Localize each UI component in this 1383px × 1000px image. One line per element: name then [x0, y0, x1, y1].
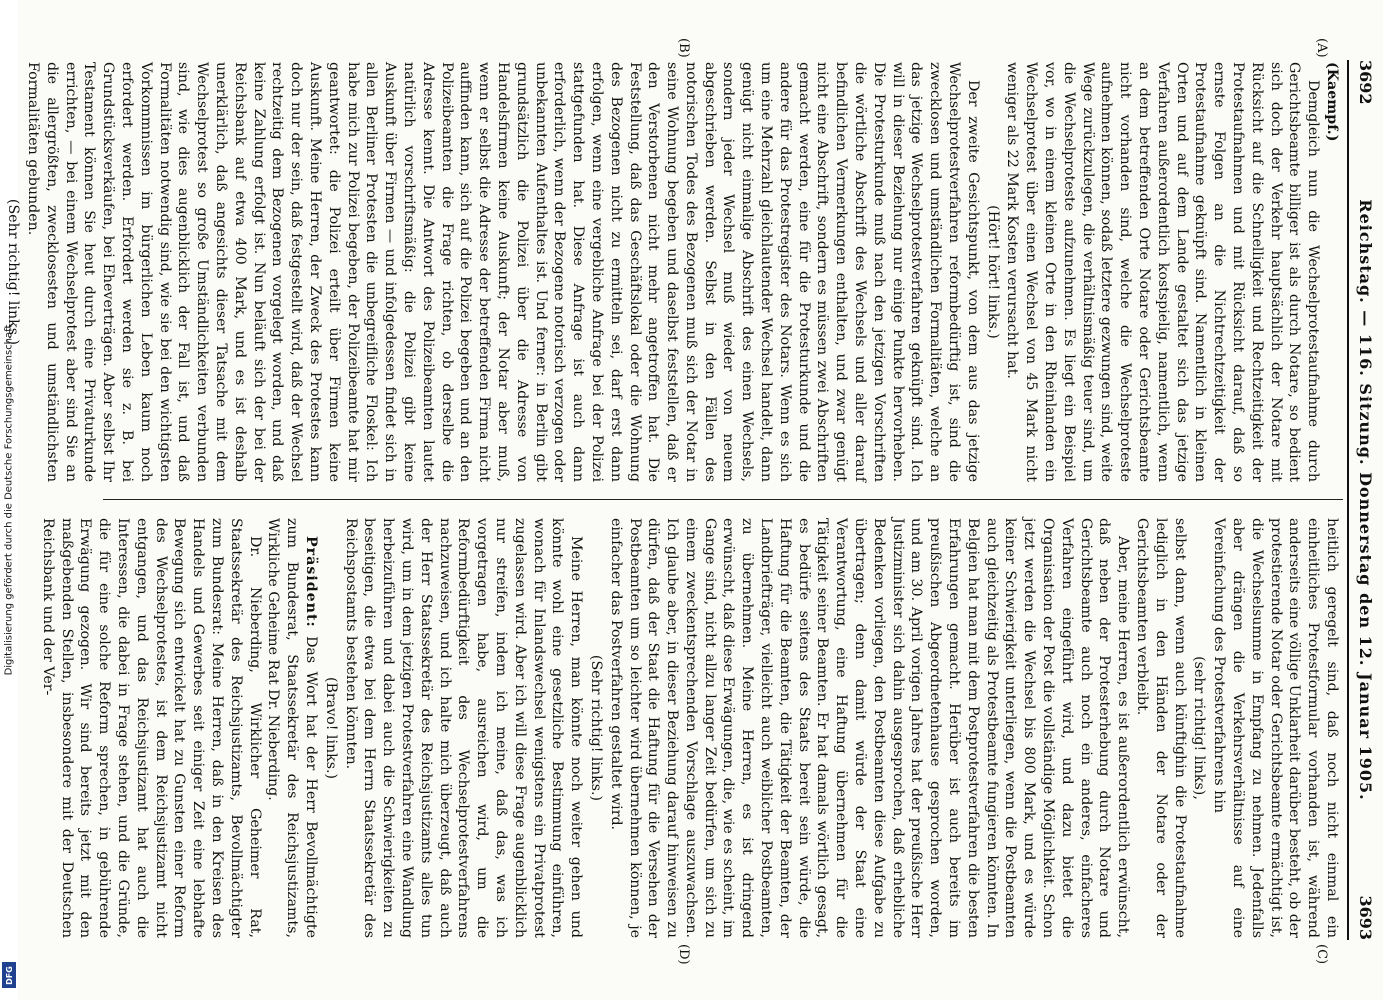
digitization-credit: Digitalisierung gefördert durch die Deutsche Forschungsgemeinschaft — [3, 324, 15, 676]
interjection: (sehr richtig! links), — [1191, 656, 1208, 800]
paragraph: Meine Herren, man könnte noch weiter gehen und könnte wohl eine gesetzliche Bestimmung einführen, wonach für Inlandswechsel wenigstens ein Privatprotest zugelassen wird. Aber ich will diese Frage augenblicklich nur streifen, indem ich meine, daß das, was ich vorgetragen habe, ausreichen wird, um die Reformbedürftigkeit des Wechselprotestverfahrens nachzuweisen, und ich halte mich überzeugt, daß auch der Herr Staatssekretär des Reichsjustizamts alles tun wird, um in dem jetzigen Protestverfahren eine Wandlung herbeizuführen und dabei auch die Schwierigkeiten zu beseitigen, die etwa bei dem Herrn Staatssekretär des Reichspostamts bestehen könnten. — [342, 518, 585, 938]
margin-marker-d: (D) — [676, 944, 691, 965]
paragraph: Der zweite Gesichtspunkt, von dem aus das jetzige Wechselprotestverfahren reformbedürftig ist, sind die zwecklosen und umständlichen Formalitäten, welche an das jetzige Wechselprotestverfahren geknüpft sind. Ich will in dieser Beziehung nur einige Punkte hervorheben. Die Protesturkunde muß nach den jetzigen Vorschriften die wörtliche Abschrift des Wechsels und aller darauf befindlichen Vermerkungen enthalten, und zwar genügt nicht eine Abschrift, sondern es müssen zwei Abschriften gemacht werden, eine für die Protesturkunde und die andere für das Protestregister des Notars. Wenn es sich um eine Mehrzahl gleichlautender Wechsel handelt, dann genügt nicht einmalige Abschrift des einen Wechsels, sondern jeder Wechsel muß wieder von neuem abgeschrieben werden. Selbst in den Fällen des notorischen Todes des Bezogenen muß sich der Notar in seine Wohnung begeben und daselbst feststellen, daß er den Verstorbenen nicht mehr angetroffen hat. Die Feststellung, daß das Geschäftslokal oder die Wohnung des Bezogenen nicht zu ermitteln sei, darf erst dann erfolgen, wenn eine vergebliche Anfrage bei der Polizei stattgefunden hat. Diese Anfrage ist auch dann erforderlich, wenn der Bezogene notorisch verzogen oder unbekannten Aufenthaltes ist. Und ferner: in Berlin gibt grundsätzlich die Polizei über die Adresse von Handelsfirmen keine Auskunft; der Notar aber muß, wenn er selbst die Adresse der betreffenden Firma nicht auffinden kann, sich auf die Polizei begeben und an den Polizeibeamten die Frage richten, ob derselbe die Adresse kennt. Die Antwort des Polizeibeamten lautet natürlich vorschriftsmäßig: die Polizei gibt keine Auskunft über Firmen — und infolgedessen findet sich in allen Berliner Protesten die unbegreifliche Floskel: Ich habe mich zur Polizei begeben, der Polizeibeamte hat mir geantwortet: die Polizei erteilt über Firmen keine Auskunft. Meine Herren, der Zweck des Protestes kann doch nur der sein, daß festgestellt wird, daß der Wechsel rechtzeitig dem Bezogenen vorgelegt worden, und daß keine Zahlung erfolgt ist. Nun beläuft sich der bei der Reichsbank auf etwa 400 Mark, und es ist deshalb unerklärlich, daß angesichts dieser Tatsache mit dem Wechselprotest so große Umständlichkeiten verbunden sind, wie dies augenblicklich der Fall ist, und daß Formalitäten notwendig sind, wie sie bei den wichtigsten Vorkommnissen im bürgerlichen Leben kaum noch erfordert werden. Erfordert werden sie z. B. bei Grundstücksverkäufen, bei Eheverträgen. Aber selbst Ihr Testament können Sie heut durch eine Privaturkunde errichten, — bei einem Wechselprotest aber sind Sie an die allergrößten, zwecklosesten und umständlichsten Formalitäten gebunden. — [25, 62, 981, 482]
interjection: (Sehr richtig! links.) — [587, 654, 604, 802]
margin-marker-c: (C) — [1314, 944, 1329, 965]
margin-marker-b: (B) — [676, 38, 691, 58]
column-divider — [103, 499, 1343, 500]
paragraph: Dr. Nieberding, Wirklicher Geheimer Rat, Staatssekretär des Reichsjustizamts, Bevollmächtigter zum Bundesrat: Meine Herren, daß in den Kreisen des Handels und Gewerbes seit einiger Zeit eine lebhafte Bewegung sich entwickelt hat zu Gunsten einer Reform des Wechselprotestes, ist dem Reichsjustizamt nicht entgangen, und das Reichsjustizamt hat auch die Interessen, die dabei in Frage stehen, und die Gründe, die für eine solche Reform sprechen, in gebührende Erwägung gezogen. Wir sind bereits jetzt mit den maßgebenden Stellen, insbesondere mit der Deutschen Reichsbank und der Ver- — [39, 518, 263, 938]
paragraph: Aber, meine Herren, es ist außerordentlich erwünscht, daß neben der Protesterhebung durch Notare und Gerichtsbeamte auch noch ein anderes, einfacheres Verfahren eingeführt wird, und dazu bietet die Organisation der Post die vollständige Möglichkeit. Schon jetzt werden die Wechsel bis 800 Mark, und es würde keiner Schwierigkeit unterliegen, wenn die Postbeamten auch gleichzeitig als Protestbeamte fungieren könnten. In Belgien hat man mit dem Postprotestverfahren die besten Erfahrungen gemacht. Herüber ist auch bereits im preußischen Abgeordnetenhause gesprochen worden, und am 30. April vorigen Jahres hat der preußische Herr Justizminister sich dahin ausgesprochen, daß erhebliche Bedenken vorliegen, den Postbeamten diese Aufgabe zu übertragen; denn damit würde der Staat eine Verantwortung, eine Haftung übernehmen für die Tätigkeit seiner Beamten. Er hat damals wörtlich gesagt, es bedürfe seitens des Staats bereit sein würde, die Haftung für die Beamten, die Tätigkeit der Beamten, der Landbriefträger, vielleicht auch weiblicher Postbeamten, zu übernehmen. Meine Herren, es ist dringend erwünscht, daß diese Erwägungen, die, wie es scheint, im Gange sind, nicht allzu langer Zeit bedürfen, um sich zu einem zweckentsprechenden Vorschlage auszuwachsen. Ich glaube aber, in dieser Beziehung darauf hinweisen zu dürfen, daß der Staat die Haftung für die Versehen der Postbeamten um so leichter wird übernehmen können, je einfacher das Postverfahren gestaltet wird. — [607, 518, 1132, 938]
left-column — [5, 62, 1341, 482]
paragraph: heitlich geregelt sind, daß noch nicht einmal ein einheitliches Protestformular vorhanden ist, während anderseits eine völlige Unklarheit darüber besteht, ob der protestierende Notar oder Gerichtsbeamte ermächtigt ist, die Wechselsumme in Empfang zu nehmen. Jedenfalls aber drängen die Verkehrsverhältnisse auf eine Vereinfachung des Protestverfahrens hin — [1211, 518, 1340, 938]
paragraph — [0, 62, 2, 482]
paragraph: selbst dann, wenn auch künftighin die Protestaufnahme lediglich in den Händen der Notare oder der Gerichtsbeamten verbleibt. — [1134, 518, 1188, 938]
right-column — [39, 518, 1341, 938]
speaker-open: (Kaempf.) — [1324, 62, 1340, 142]
interjection: (Bravo! links.) — [322, 676, 339, 780]
header-rule — [1347, 60, 1349, 940]
paragraph: Demgleich nun die Wechselprotestaufnahme durch Gerichtsbeamte billiger ist als durch Notare, so bedient sich doch der Verkehr hauptsächlich der Notare mit Rücksicht auf die Schnelligkeit und Rechtzeitigkeit der Protestaufnahmen und mit Rücksicht darauf, daß so ernste Folgen an die Nichtrechtzeitigkeit der Protestaufnahme geknüpft sind. Namentlich in kleinen Orten und auf dem Lande gestaltet sich das jetzige Verfahren außerordentlich kostspielig, namentlich, wenn an dem betreffenden Orte Notare oder Gerichtsbeamte nicht vorhanden sind, welche die Wechselproteste aufnehmen können, sodaß letztere gezwungen sind, weite Wege zurückzulegen, die verhältnismäßig teuer sind, um die Wechselproteste aufzunehmen. Es liegt ein Beispiel vor, wo in einem kleinen Orte in den Rheinlanden ein Wechselprotest über einen Wechsel von 45 Mark nicht weniger als 22 Mark Kosten verursacht hat. — [1004, 62, 1322, 482]
page-running-title: Reichstag. — 116. Sitzung. Donnerstag den 12. Januar 1905. — [1356, 199, 1376, 801]
dfg-logo: DFG — [2, 962, 16, 988]
margin-marker-a: (A) — [1314, 38, 1329, 58]
page-header — [1351, 60, 1381, 940]
speaker-name: Präsident: — [302, 536, 319, 628]
interjection: (Hört! hört! links.) — [984, 205, 1001, 339]
speaker-paragraph: Präsident: Das Wort hat der Herr Bevollmächtigte zum Bundesrat, Staatssekretär des Reichsjustizamts, Wirkliche Geheime Rat Dr. Nieberding. — [265, 518, 319, 938]
page-number-left: 3692 — [1356, 60, 1376, 105]
page-number-right: 3693 — [1356, 895, 1376, 940]
interjection: (Sehr richtig! links.) — [5, 198, 22, 346]
